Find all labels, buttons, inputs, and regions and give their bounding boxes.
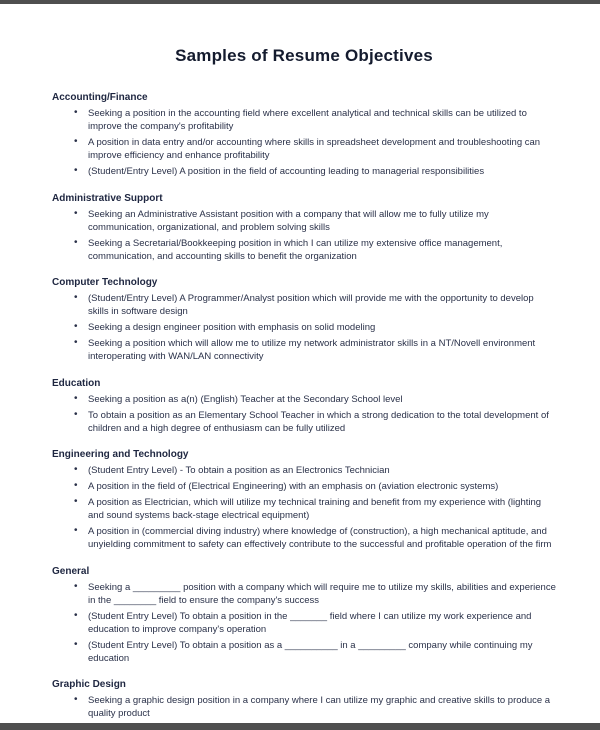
item-text: Seeking a design engineer position with emphasis on solid modeling — [88, 322, 376, 334]
item-text: Seeking a position in the accounting field where excellent analytical and technical skills can be utilized to improve the company's profitability — [88, 108, 527, 133]
item-text: A position in (commercial diving industry) where knowledge of (construction), a high mechanical aptitude, and unyielding commitment to safety can effectively contribute to the successful and profitable operation of the firm — [88, 526, 552, 551]
list-item — [72, 237, 556, 263]
section-heading: Accounting/Finance — [52, 92, 148, 103]
page-top-edge — [0, 0, 600, 4]
list-item — [72, 321, 556, 334]
item-text: (Student/Entry Level) A Programmer/Analyst position which will provide me with the opportunity to develop skills in software design — [88, 292, 534, 318]
bullet-list — [52, 464, 556, 552]
item-text: Seeking a position as a(n) (English) Teacher at the Secondary School level — [88, 393, 403, 405]
bullet-icon: • — [74, 496, 78, 508]
section — [52, 277, 556, 364]
bullet-icon: • — [74, 236, 78, 248]
bullet-list — [52, 292, 556, 364]
bullet-icon: • — [74, 321, 78, 333]
section — [52, 566, 556, 666]
item-text: A position in the field of (Electrical Engineering) with an emphasis on (aviation electronic systems) — [88, 480, 499, 492]
bullet-icon: • — [74, 694, 78, 706]
section — [52, 449, 556, 552]
document-content — [52, 46, 556, 730]
section-heading: Administrative Support — [52, 192, 163, 204]
bullet-icon: • — [74, 291, 78, 303]
bullet-icon: • — [74, 207, 78, 219]
item-text: (Student Entry Level) To obtain a position in the _______ field where I can utilize my work experience and education to improve company's operation — [88, 610, 532, 635]
bullet-list — [52, 694, 556, 720]
item-text: Seeking an Administrative Assistant position with a company that will allow me to fully utilize my communication, organizational, and problem solving skills — [88, 208, 489, 233]
bullet-icon: • — [74, 107, 78, 118]
section-heading: General — [52, 565, 90, 577]
item-text: Seeking a Secretarial/Bookkeeping position in which I can utilize my extensive office management, communication, and accounting skills to benefit the organization — [88, 237, 503, 262]
item-text: To obtain a position as an Elementary School Teacher in which a strong dedication to the total development of children and a high degree of enthusiasm can be fully utilized — [88, 409, 549, 434]
bullet-icon: • — [74, 463, 78, 475]
bullet-icon: • — [74, 165, 78, 177]
item-text: Seeking a _________ position with a company which will require me to utilize my skills, abilities and experience in the ________ field to ensure the company's success — [88, 581, 556, 606]
item-text: Seeking a graphic design position in a company where I can utilize my graphic and creative skills to produce a quality product — [88, 695, 551, 720]
list-item — [72, 409, 556, 435]
bullet-list — [52, 107, 556, 179]
list-item — [72, 292, 556, 318]
list-item — [72, 107, 556, 133]
section-heading: Graphic Design — [52, 679, 126, 691]
list-item — [72, 464, 556, 477]
bullet-icon: • — [74, 525, 78, 537]
item-text: (Student/Entry Level) A position in the field of accounting leading to managerial responsibilities — [88, 166, 485, 178]
list-item — [72, 639, 556, 665]
bullet-icon: • — [74, 136, 78, 148]
list-item — [72, 525, 556, 551]
list-item — [72, 581, 556, 607]
page-bottom-edge — [0, 723, 600, 730]
list-item — [72, 337, 556, 363]
list-item — [72, 208, 556, 234]
bullet-list — [52, 581, 556, 666]
page-title: Samples of Resume Objectives — [175, 46, 433, 65]
sections-container — [52, 92, 556, 720]
section-heading: Computer Technology — [52, 276, 158, 288]
list-item — [72, 610, 556, 636]
item-text: Seeking a position which will allow me to utilize my network administrator skills in a NT/Novell environment interoperating with WAN/LAN connectivity — [88, 338, 536, 363]
bullet-icon: • — [74, 337, 78, 349]
item-text: A position in data entry and/or accounting where skills in spreadsheet development and troubleshooting can improve efficiency and enhance profitability — [88, 137, 541, 162]
bullet-list — [52, 208, 556, 263]
bullet-icon: • — [74, 479, 78, 491]
list-item — [72, 393, 556, 406]
list-item — [72, 480, 556, 493]
list-item — [72, 136, 556, 162]
item-text: A position as Electrician, which will utilize my technical training and benefit from my experience with (lighting and sound systems back-stage electrical equipment) — [88, 497, 542, 522]
bullet-icon: • — [74, 580, 78, 592]
bullet-icon: • — [74, 638, 78, 650]
section-heading: Education — [52, 377, 101, 389]
bullet-icon: • — [74, 408, 78, 420]
bullet-icon: • — [74, 392, 78, 404]
section — [52, 679, 556, 720]
item-text: (Student Entry Level) To obtain a position as a __________ in a _________ company while continuing my education — [88, 639, 533, 665]
section — [52, 378, 556, 435]
section — [52, 193, 556, 263]
item-text: (Student Entry Level) - To obtain a position as an Electronics Technician — [88, 464, 390, 476]
list-item — [72, 694, 556, 720]
list-item — [72, 496, 556, 522]
bullet-icon: • — [74, 609, 78, 621]
bullet-list — [52, 393, 556, 435]
section-heading: Engineering and Technology — [52, 448, 189, 460]
section — [52, 92, 556, 179]
list-item — [72, 165, 556, 178]
